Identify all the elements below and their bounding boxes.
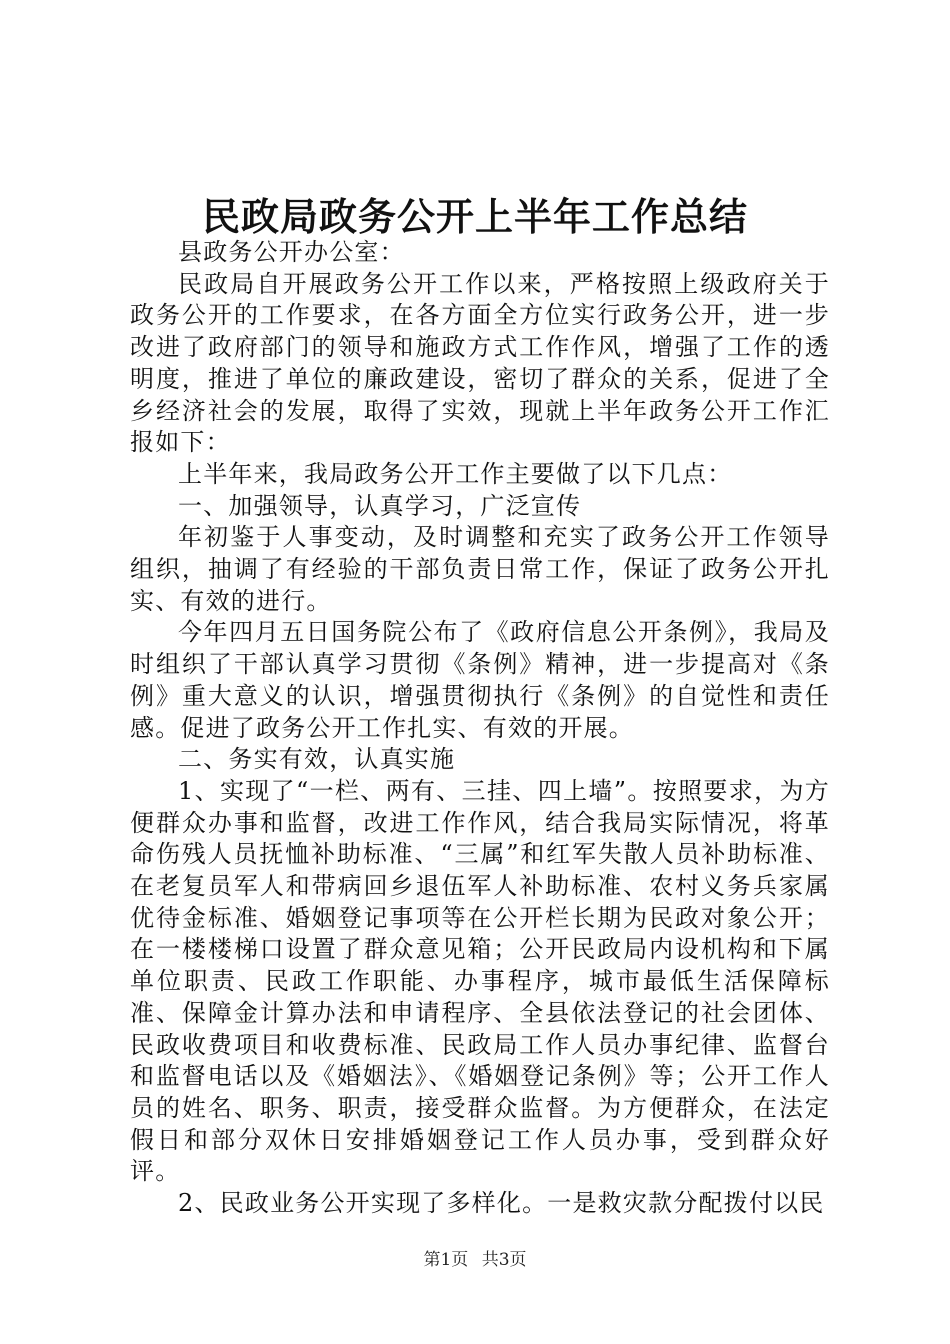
section-2-item-1: 1、实现了“一栏、两有、三挂、四上墙”。按照要求，为方便群众办事和监督，改进工作作风，结合我局实际情况，将革命伤残人员抚恤补助标准、“三属”和红军失散人员补助标准、在老复员军人和带病回乡退伍军人补助标准、农村义务兵家属优待金标准、婚姻登记事项等在公开栏长期为民政对象公开；在一楼楼梯口设置了群众意见箱；公开民政局内设机构和下属单位职责、民政工作职能、办事程序，城市最低生活保障标准、保障金计算办法和申请程序、全县依法登记的社会团体、民政收费项目和收费标准、民政局工作人员办事纪律、监督台和监督电话以及《婚姻法》、《婚姻登记条例》等；公开工作人员的姓名、职务、职责，接受群众监督。为方便群众，在法定假日和部分双休日安排婚姻登记工作人员办事，受到群众好评。 xyxy=(130,776,830,1186)
salutation: 县政务公开办公室： xyxy=(178,238,405,266)
section-1-paragraph-2: 今年四月五日国务院公布了《政府信息公开条例》，我局及时组织了干部认真学习贯彻《条例》精神，进一步提高对《条例》重大意义的认识，增强贯彻执行《条例》的自觉性和责任感。促进了政务公开工作扎实、有效的开展。 xyxy=(130,618,830,742)
document-body xyxy=(130,237,830,1220)
section-heading-1: 一、加强领导，认真学习，广泛宣传 xyxy=(178,491,582,520)
section-2-item-2: 2、民政业务公开实现了多样化。一是救灾款分配拨付以民 xyxy=(178,1189,825,1218)
page-total: 共3页 xyxy=(481,1250,527,1270)
summary-lead: 上半年来，我局政务公开工作主要做了以下几点： xyxy=(178,459,733,488)
page-footer xyxy=(0,1245,950,1270)
intro-paragraph: 民政局自开展政务公开工作以来，严格按照上级政府关于政务公开的工作要求，在各方面全方位实行政务公开，进一步改进了政府部门的领导和施政方式工作作风，增强了工作的透明度，推进了单位的廉政建设，密切了群众的关系，促进了全乡经济社会的发展，取得了实效，现就上半年政务公开工作汇报如下： xyxy=(130,269,830,457)
section-1-paragraph-1: 年初鉴于人事变动，及时调整和充实了政务公开工作领导组织，抽调了有经验的干部负责日常工作，保证了政务公开扎实、有效的进行。 xyxy=(130,523,830,615)
section-heading-2: 二、务实有效，认真实施 xyxy=(178,745,456,774)
document-title: 民政局政务公开上半年工作总结 xyxy=(201,194,748,239)
page-number: 第1页 xyxy=(423,1250,469,1270)
